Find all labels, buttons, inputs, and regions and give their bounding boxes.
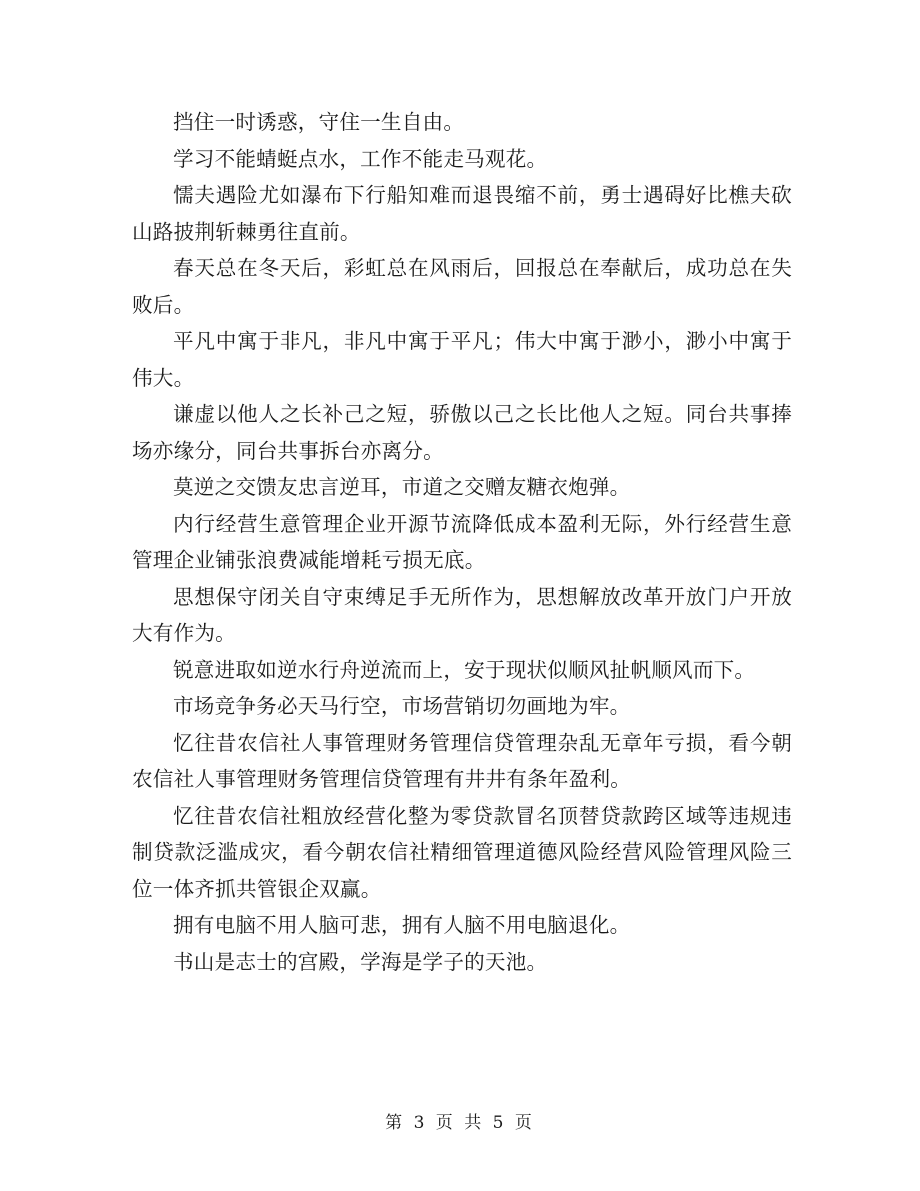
paragraph: 莫逆之交馈友忠言逆耳，市道之交赠友糖衣炮弹。 xyxy=(173,475,631,499)
paragraph: 内行经营生意管理企业开源节流降低成本盈利无际，外行经营生意管理企业铺张浪费减能增耗亏损无底。 xyxy=(132,511,792,572)
paragraph: 平凡中寓于非凡，非凡中寓于平凡；伟大中寓于渺小，渺小中寓于伟大。 xyxy=(132,329,792,390)
paragraph: 挡住一时诱惑，守住一生自由。 xyxy=(173,110,465,134)
page-number-label: 第 3 页 共 5 页 xyxy=(385,1113,535,1133)
paragraph: 谦虚以他人之长补己之短，骄傲以己之长比他人之短。同台共事捧场亦缘分，同台共事拆台亦离分。 xyxy=(132,402,792,463)
paragraph: 忆往昔农信社粗放经营化整为零贷款冒名顶替贷款跨区域等违规违制贷款泛滥成灾，看今朝农信社精细管理道德风险经营风险管理风险三位一体齐抓共管银企双赢。 xyxy=(132,803,792,901)
paragraph: 学习不能蜻蜓点水，工作不能走马观花。 xyxy=(173,146,548,171)
paragraph: 思想保守闭关自守束缚足手无所作为，思想解放改革开放门户开放大有作为。 xyxy=(132,584,792,645)
paragraph: 懦夫遇险尤如瀑布下行船知难而退畏缩不前，勇士遇碍好比樵夫砍山路披荆斩棘勇往直前。 xyxy=(132,183,792,244)
page-footer xyxy=(0,1108,920,1133)
paragraph: 拥有电脑不用人脑可悲，拥有人脑不用电脑退化。 xyxy=(173,913,631,937)
paragraph: 春天总在冬天后，彩虹总在风雨后，回报总在奉献后，成功总在失败后。 xyxy=(132,256,792,317)
document-body xyxy=(132,104,792,980)
paragraph: 锐意进取如逆水行舟逆流而上，安于现状似顺风扯帆顺风而下。 xyxy=(173,657,756,682)
paragraph: 市场竞争务必天马行空，市场营销切勿画地为牢。 xyxy=(173,694,631,718)
paragraph: 书山是志士的宫殿，学海是学子的天池。 xyxy=(173,949,548,974)
paragraph: 忆往昔农信社人事管理财务管理信贷管理杂乱无章年亏损，看今朝农信社人事管理财务管理信贷管理有井井有条年盈利。 xyxy=(132,730,792,791)
